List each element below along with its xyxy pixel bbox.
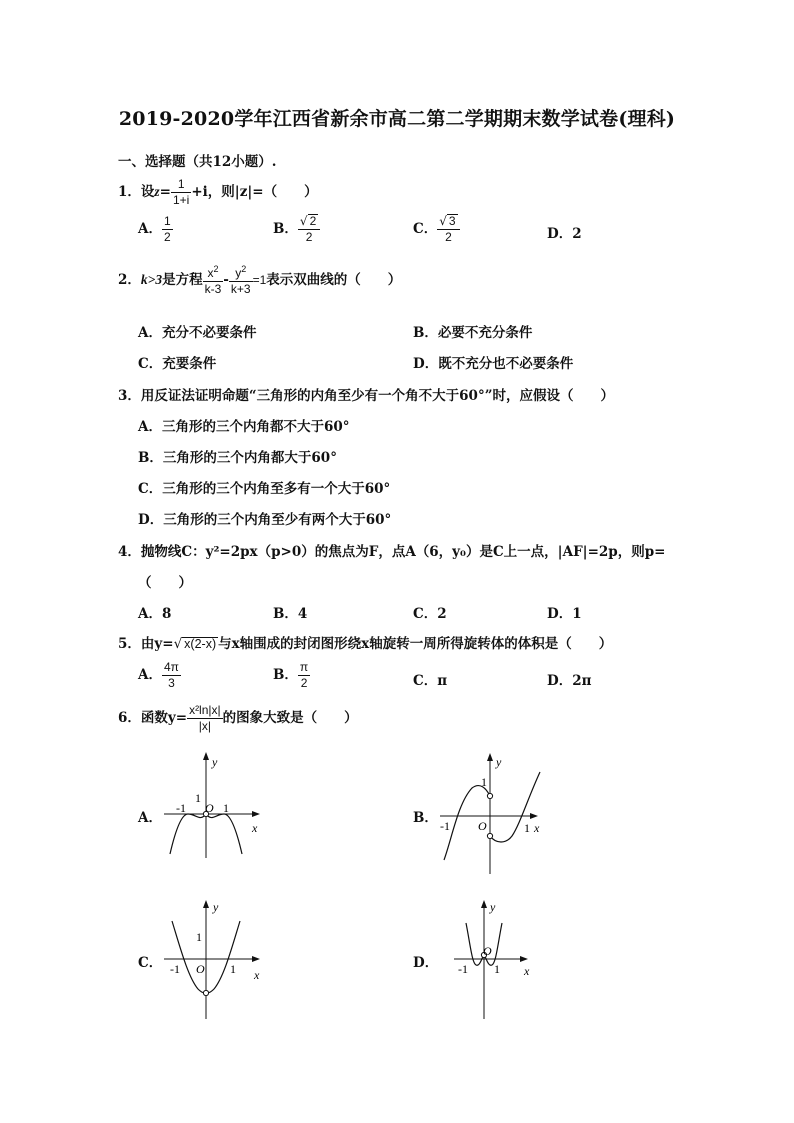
option-b: B． $\frac{√ 2}{2}$ (273, 214, 320, 245)
tick-label: 1 (481, 775, 487, 789)
option-b: B． $\frac{\pi}{2}$ (273, 660, 309, 690)
page-title: 2019-2020学年江西省新余市高二第二学期期末数学试卷(理科) (118, 108, 676, 130)
question-3: 3．用反证法证明命题“三角形的内角至少有一个角不大于60°”时，应假设（ ） (118, 388, 614, 404)
x-axis-arrow (252, 811, 260, 817)
axis-label-y: y (212, 755, 218, 769)
option-a: A． $\frac{4\pi}{3}$ (138, 660, 179, 690)
question-4: 4．抛物线C：y²=2px（p>0）的焦点为F，点A（6，y₀）是C上一点，|AF|=2p，则p= (118, 544, 666, 560)
curve-right (490, 772, 540, 842)
option-d: D．2 (547, 226, 582, 242)
origin-label: O (478, 819, 487, 833)
graph-c (158, 895, 268, 1023)
origin-label: O (483, 944, 492, 958)
option-a: A． (138, 810, 162, 826)
open-point (203, 990, 208, 995)
x-axis-arrow (252, 956, 260, 962)
option-d: D．既不充分也不必要条件 (413, 356, 574, 372)
tick-label: 1 (195, 791, 201, 805)
graph-a (158, 748, 268, 860)
x-axis-arrow (530, 813, 538, 819)
option-b: B． (413, 810, 438, 826)
question-6: 6．函数y= $\frac{\text{x²ln|x|}}{|x|}$ 的图象大致是（ ） (118, 703, 358, 733)
x-axis-arrow (520, 956, 528, 962)
option-d: D．2π (547, 673, 592, 689)
tick-label: 1 (494, 962, 500, 976)
fraction: $\frac{1}{1+i}$ (172, 177, 190, 207)
tick-label: 1 (223, 801, 229, 815)
graph-d (450, 895, 540, 1023)
origin-label: O (196, 962, 205, 976)
option-a: A． $\frac{1}{2}$ (138, 214, 171, 244)
open-point (487, 833, 492, 838)
answer-paren: （ ） (138, 575, 192, 591)
tick-label: -1 (440, 819, 450, 833)
option-c: C． (138, 955, 163, 971)
axis-label-x: x (252, 821, 258, 835)
axis-label-x: x (524, 964, 530, 978)
question-5: 5．由y=√ x(2-x) 与x轴围成的封闭图形绕x轴旋转一周所得旋转体的体积是（ ） (118, 636, 613, 652)
tick-label: 1 (230, 962, 236, 976)
option-c: C． $\frac{√ 3}{2}$ (413, 214, 460, 245)
origin-label: O (205, 801, 214, 815)
tick-label: 1 (196, 930, 202, 944)
graph-b (430, 748, 550, 878)
y-axis-arrow (481, 900, 487, 908)
y-axis-arrow (487, 753, 493, 761)
option-a: A．充分不必要条件 (138, 325, 257, 341)
option-a: A．三角形的三个内角都不大于60° (138, 419, 350, 435)
option-b: B．必要不充分条件 (413, 325, 533, 341)
open-point (487, 793, 492, 798)
axis-label-x: x (534, 821, 540, 835)
option-d: D．三角形的三个内角至少有两个大于60° (138, 512, 392, 528)
axis-label-y: y (496, 755, 502, 769)
option-d: D．1 (547, 606, 582, 622)
option-a: A．8 (138, 606, 172, 622)
tick-label: -1 (458, 962, 468, 976)
question-1: 1．设z= $\frac{1}{1+i}$ +i，则|z|=（ ） (118, 177, 318, 207)
option-c: C．三角形的三个内角至多有一个大于60° (138, 481, 391, 497)
axis-label-x: x (254, 968, 260, 982)
option-c: C．充要条件 (138, 356, 217, 372)
option-d: D． (413, 955, 439, 971)
section-heading: 一、选择题（共12小题）. (118, 154, 277, 170)
axis-label-y: y (213, 900, 219, 914)
option-b: B．三角形的三个内角都大于60° (138, 450, 337, 466)
y-axis-arrow (203, 900, 209, 908)
option-c: C．2 (413, 606, 447, 622)
tick-label: -1 (176, 801, 186, 815)
tick-label: -1 (170, 962, 180, 976)
axis-label-y: y (490, 900, 496, 914)
question-2: 2．k>3是方程 $\frac{x^2}{k-3}$ - $\frac{y^2}{k+3}$ =1表示双曲线的（ ） (118, 264, 402, 296)
tick-label: 1 (524, 821, 530, 835)
option-c: C．π (413, 673, 448, 689)
option-b: B．4 (273, 606, 308, 622)
y-axis-arrow (203, 752, 209, 760)
